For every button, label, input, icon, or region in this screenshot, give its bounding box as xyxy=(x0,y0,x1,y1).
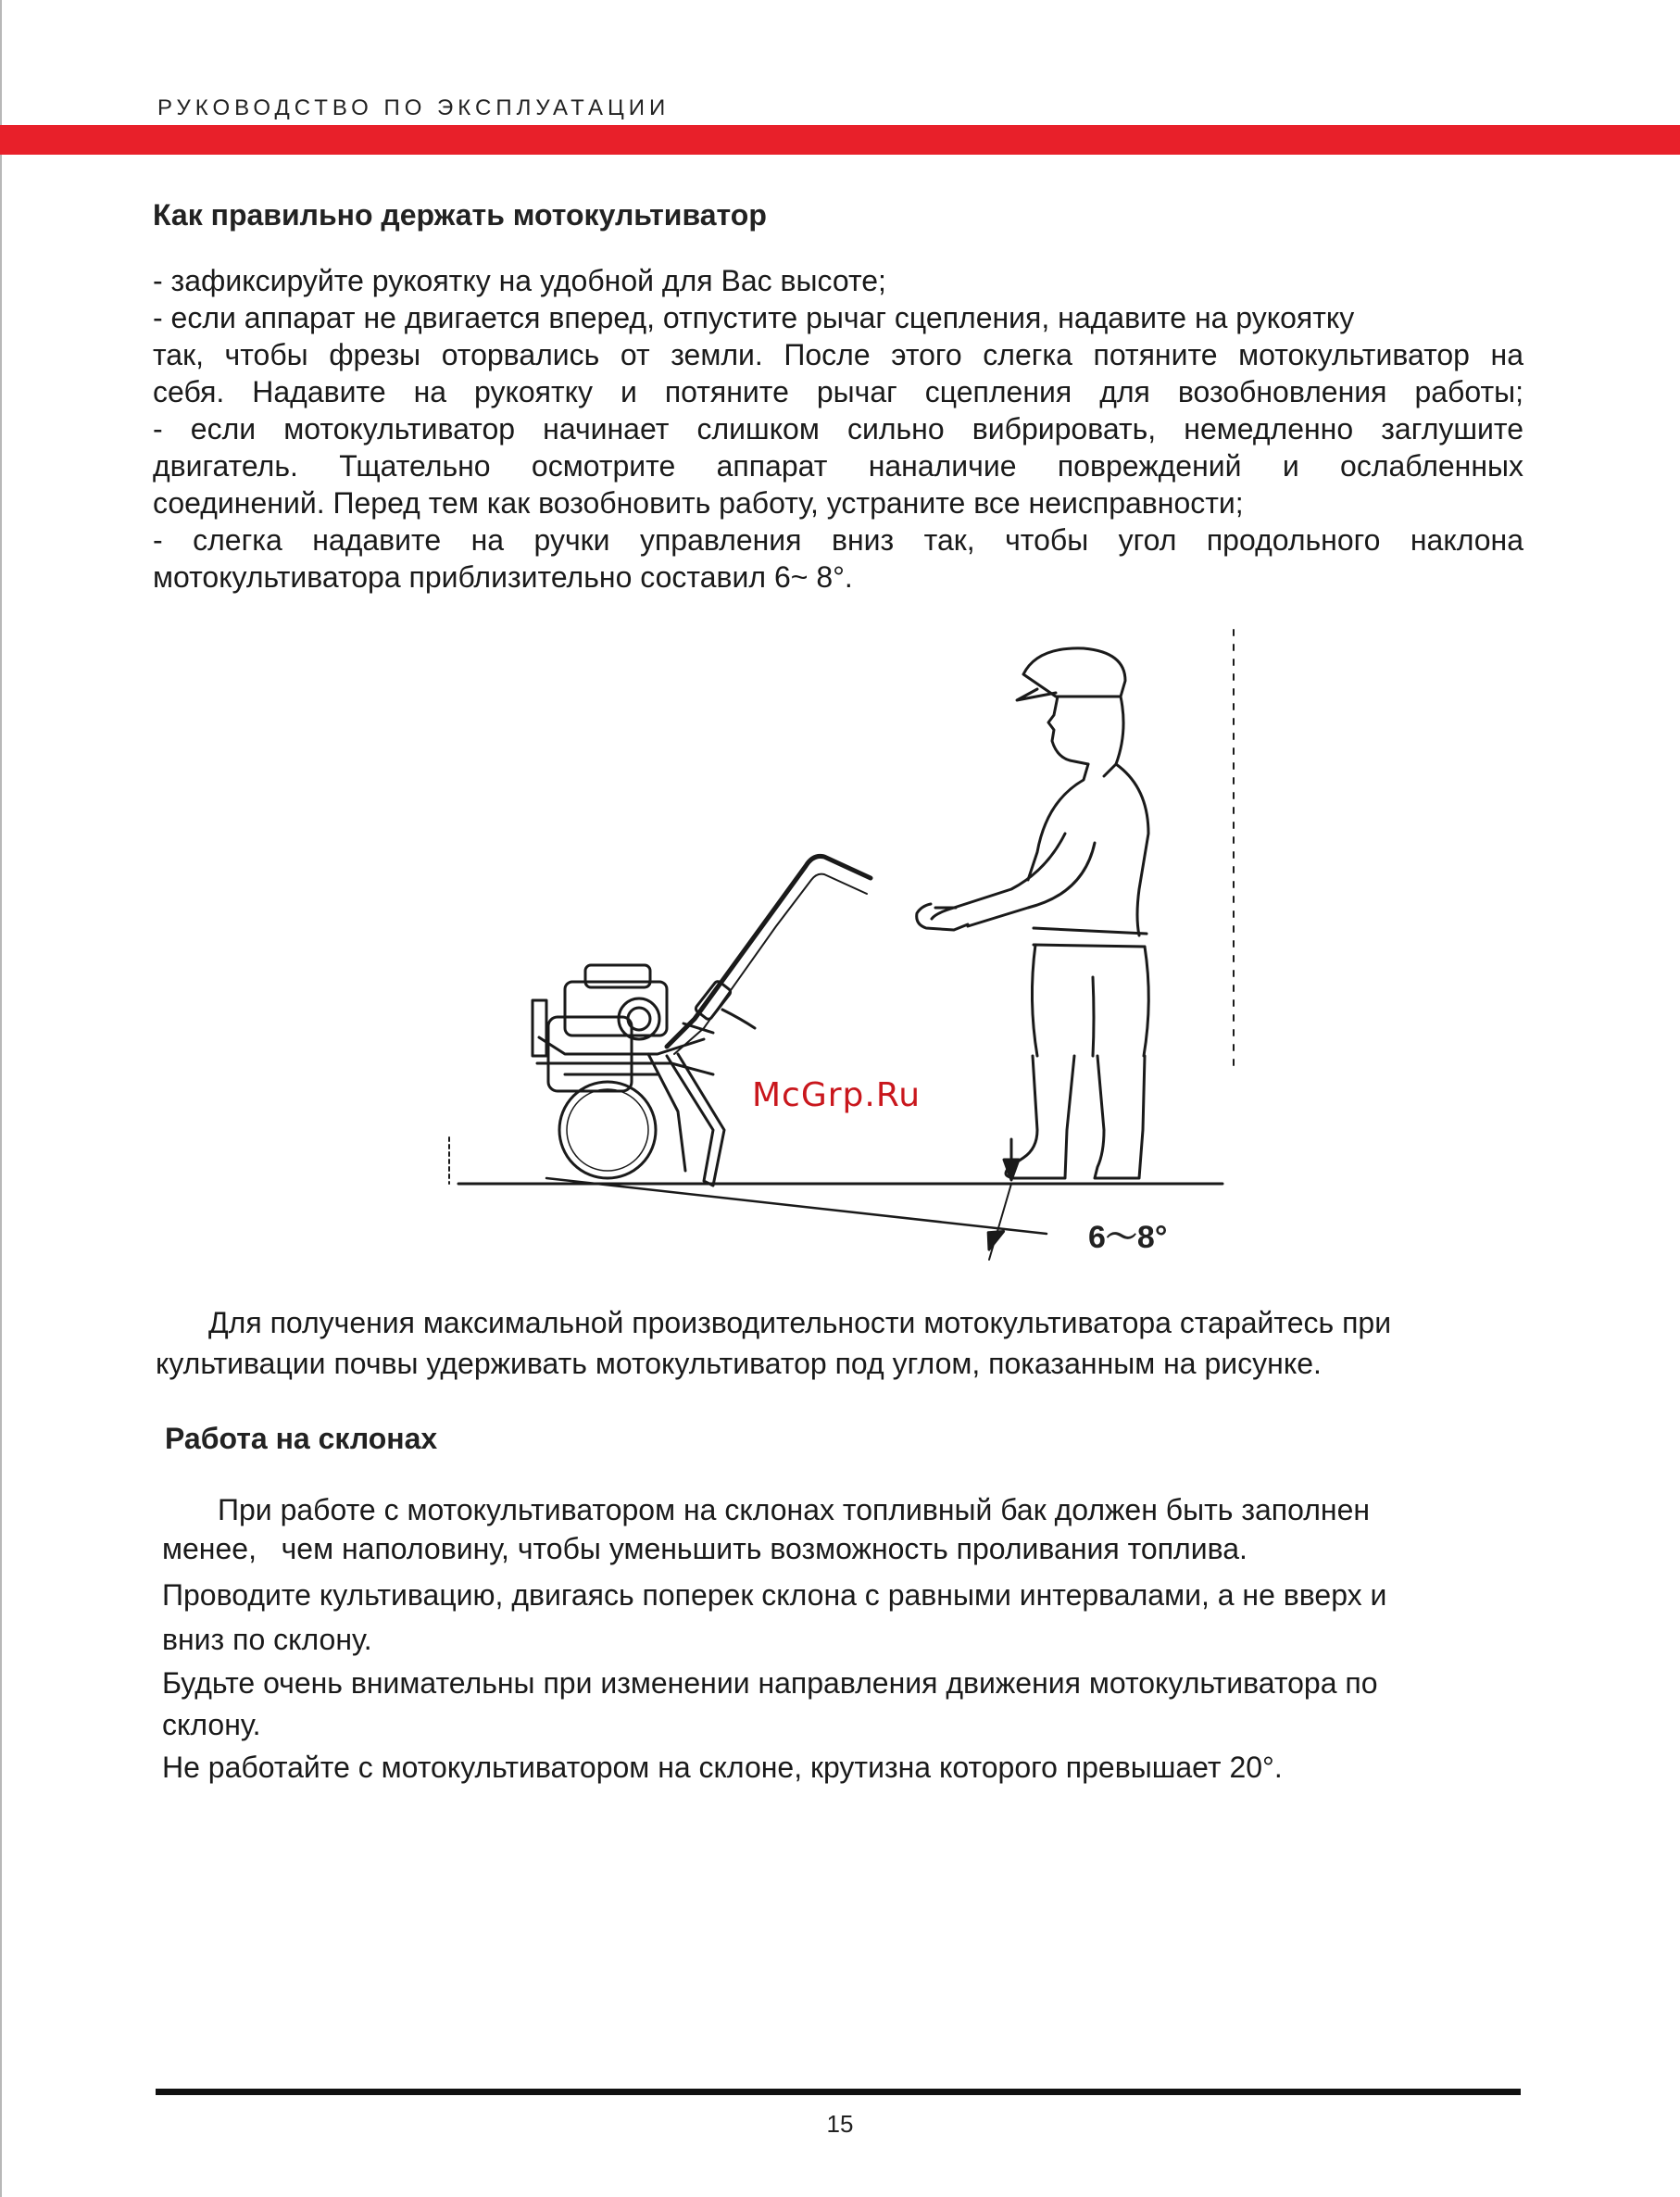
slopes-paragraph-line: Проводите культивацию, двигаясь поперек склона с равными интервалами, а не вверх и xyxy=(162,1578,1387,1612)
slopes-paragraph-line: склону. xyxy=(162,1708,261,1741)
cultivator-illustration xyxy=(533,856,871,1186)
slopes-paragraph-line: Не работайте с мотокультиватором на склоне, крутизна которого превышает 20°. xyxy=(162,1751,1283,1784)
holding-instructions xyxy=(153,262,1523,596)
cultivator-operation-figure xyxy=(435,611,1250,1278)
instruction-line: - слегка надавите на ручки управления вниз так, чтобы угол продольного наклона xyxy=(153,523,1523,557)
caption-line: культивации почвы удерживать мотокультиватор под углом, показанным на рисунке. xyxy=(156,1347,1322,1380)
angle-label: 6～8° xyxy=(1088,1220,1168,1255)
instruction-line: двигатель. Тщательно осмотрите аппарат наналичие повреждений и ослабленных xyxy=(153,449,1523,483)
slopes-paragraph-line: При работе с мотокультиватором на склонах топливный бак должен быть заполнен xyxy=(218,1493,1371,1526)
watermark: McGrp.Ru xyxy=(752,1076,921,1114)
slopes-paragraph-line: менее, чем наполовину, чтобы уменьшить возможность проливания топлива. xyxy=(162,1532,1247,1565)
instruction-line: так, чтобы фрезы оторвались от земли. После этого слегка потяните мотокультиватор на xyxy=(153,338,1523,371)
instruction-line: соединений. Перед тем как возобновить работу, устраните все неисправности; xyxy=(153,486,1244,520)
caption-line: Для получения максимальной производительности мотокультиватора старайтесь при xyxy=(208,1306,1392,1339)
page-number: 15 xyxy=(826,2110,854,2138)
slopes-paragraph-line: вниз по склону. xyxy=(162,1623,372,1656)
instruction-line: мотокультиватора приблизительно составил 6~ 8°. xyxy=(153,560,853,594)
section-title-slopes: Работа на склонах xyxy=(165,1422,438,1455)
instruction-line: - если мотокультиватор начинает слишком сильно вибрировать, немедленно заглушите xyxy=(153,412,1523,446)
running-header: РУКОВОДСТВО ПО ЭКСПЛУАТАЦИИ xyxy=(157,95,671,120)
header-red-bar xyxy=(0,125,1680,155)
instruction-line: себя. Надавите на рукоятку и потяните рычаг сцепления для возобновления работы; xyxy=(153,375,1523,408)
section-title-holding: Как правильно держать мотокультиватор xyxy=(153,198,767,232)
angle-reference-line xyxy=(546,1178,1047,1234)
page-left-border xyxy=(0,0,2,2197)
operator-figure xyxy=(917,648,1149,1178)
instruction-line: - зафиксируйте рукоятку на удобной для Вас высоте; xyxy=(153,264,886,297)
angle-arrows xyxy=(985,1139,1019,1260)
slopes-paragraph-line: Будьте очень внимательны при изменении направления движения мотокультиватора по xyxy=(162,1666,1378,1700)
footer-rule xyxy=(156,2089,1521,2095)
instruction-line: - если аппарат не двигается вперед, отпустите рычаг сцепления, надавите на рукоятку xyxy=(153,301,1355,334)
